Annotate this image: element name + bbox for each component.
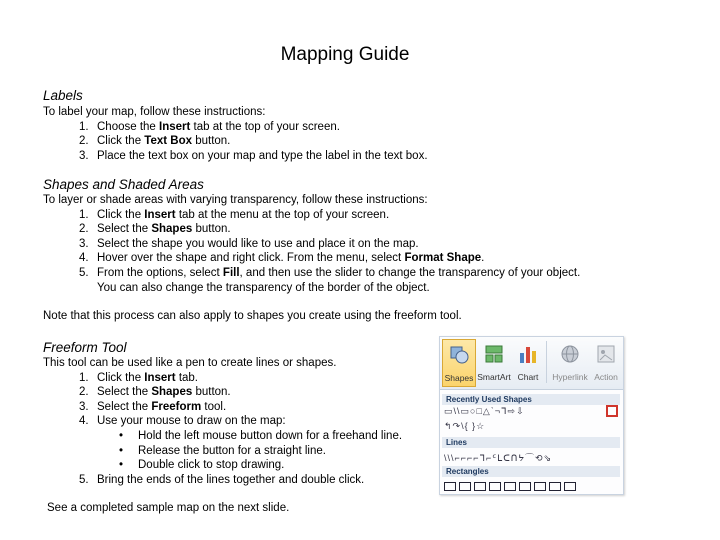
labels-step-1: 1. Choose the Insert tab at the top of your screen. [79,120,340,133]
recently-used-shapes-label: Recently Used Shapes [442,394,620,405]
lines-row[interactable]: \\\⌐⌐⌐⌐ᒣ⌐ᑦᒪᑕᑎᔭ⌒⟲⇘ [444,453,553,463]
page-title: Mapping Guide [280,44,410,65]
ribbon-divider [546,341,547,383]
labels-step-2: 2. Click the Text Box button. [79,135,231,148]
shapes-step-4: 4. Hover over the shape and right click. From the menu, select Format Shape. [79,252,485,265]
globe-icon [559,343,581,365]
shapes-section [43,193,580,295]
ribbon-hyperlink-button[interactable]: Hyperlink [550,339,590,385]
shapes-step-1: 1. Click the Insert tab at the menu at the top of your screen. [79,208,390,221]
shapes-step-3: 3. Select the shape you would like to use and place it on the map. [79,237,419,250]
ribbon-toolbar [440,337,623,390]
bullet-icon: • [119,444,124,457]
freeform-step-2: 2. Select the Shapes button. [79,386,231,399]
bullet-icon: • [119,459,124,472]
ribbon-smartart-button[interactable]: SmartArt [476,339,512,385]
ribbon-shapes-button[interactable]: Shapes [442,339,476,387]
shapes-step-5: 5. From the options, select Fill, and then use the slider to change the transparency of your object. [79,266,581,279]
freeform-intro: This tool can be used like a pen to create lines or shapes. [43,357,337,369]
freeform-step-5: 5. Bring the ends of the lines together and double click. [79,473,365,486]
shapes-icon [449,344,469,366]
labels-heading: Labels [43,88,83,103]
bullet-icon: • [119,429,124,442]
labels-step-3: 3. Place the text box on your map and type the label in the text box. [79,149,428,162]
freeform-bullets [43,429,402,473]
freeform-bullet: • Hold the left mouse button down for a freehand line. [119,429,403,442]
shapes-note: Note that this process can also apply to shapes you create using the freeform tool. [43,310,462,322]
freeform-bullet: • Release the button for a straight line. [119,444,326,457]
labels-section [43,105,428,163]
rectangles-label: Rectangles [442,466,620,477]
freeform-step-3: 3. Select the Freeform tool. [79,400,227,413]
freeform-heading: Freeform Tool [43,340,127,355]
freeform-step-4: 4. Use your mouse to draw on the map: [79,415,286,428]
footer-note: See a completed sample map on the next slide. [47,502,290,514]
freeform-bullet: • Double click to stop drawing. [119,459,285,472]
smartart-icon [483,343,505,365]
ribbon-action-button[interactable]: Action [591,339,621,385]
shapes-step5-continued: You can also change the transparency of the border of the object. [97,281,430,294]
freeform-section [43,356,402,487]
shapes-steps [43,208,580,281]
shapes-step-2: 2. Select the Shapes button. [79,223,231,236]
action-icon [595,343,617,365]
shapes-heading: Shapes and Shaded Areas [43,177,204,192]
recent-shapes-row-2[interactable]: ↰↷\{ }☆ [444,421,486,431]
shapes-intro: To layer or shade areas with varying transparency, follow these instructions: [43,194,428,206]
chart-icon [517,343,539,365]
ribbon-chart-button[interactable]: Chart [514,339,542,385]
rectangles-row[interactable] [444,478,579,496]
labels-steps [43,120,428,164]
freeform-tool-highlight[interactable] [606,405,618,417]
shapes-ribbon-image [439,336,624,495]
recent-shapes-row-1[interactable]: ▭\\▭○□△ˋ¬ᒣ⇨⇩ [444,406,525,416]
labels-intro: To label your map, follow these instructions: [43,106,266,118]
freeform-steps [43,371,402,429]
freeform-step-1: 1. Click the Insert tab. [79,371,199,384]
lines-label: Lines [442,437,620,448]
